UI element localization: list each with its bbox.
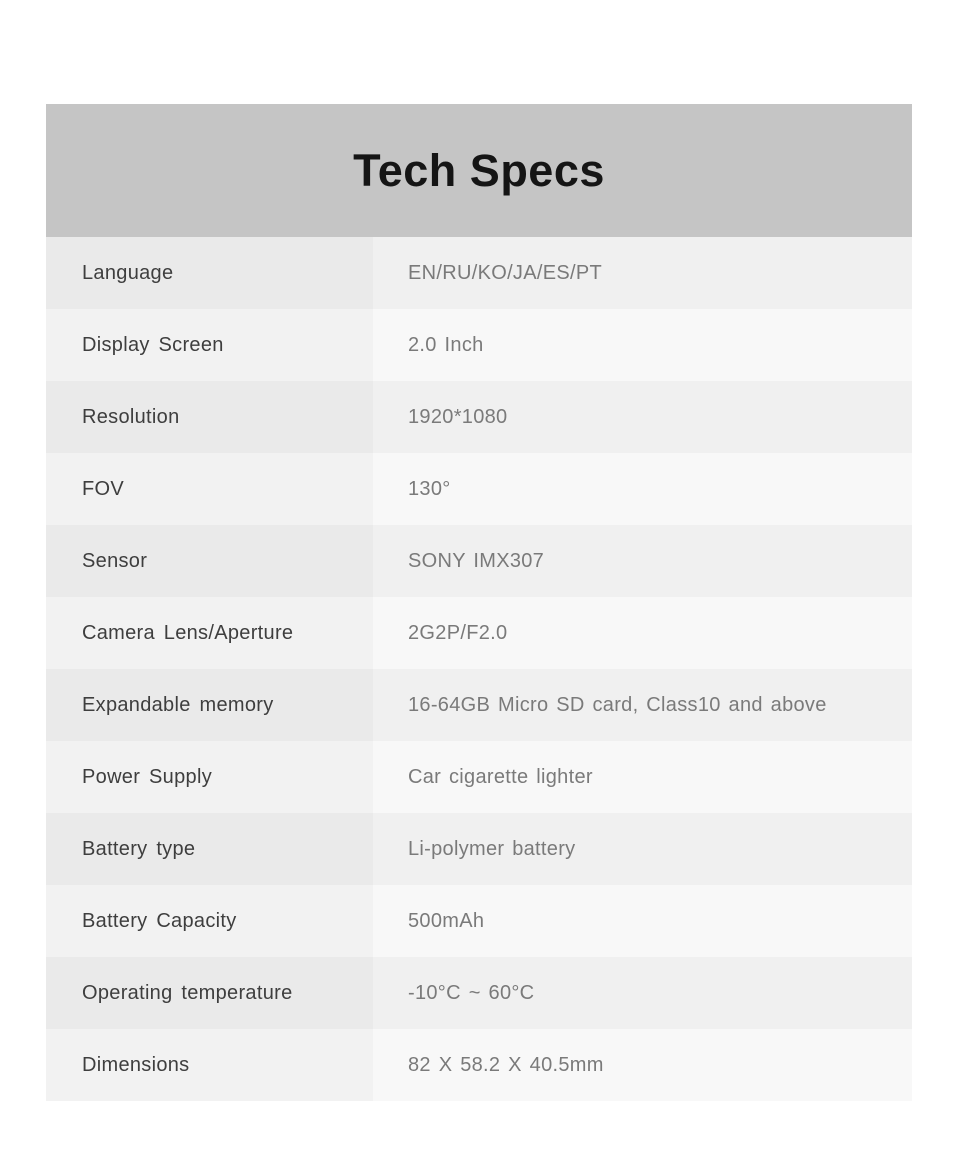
table-row (46, 525, 912, 597)
spec-label: Expandable memory (46, 669, 373, 741)
table-row (46, 813, 912, 885)
spec-value: Car cigarette lighter (408, 765, 593, 788)
spec-value: 500mAh (408, 909, 485, 932)
spec-label: Camera Lens/Aperture (46, 597, 373, 669)
spec-value: 1920*1080 (408, 405, 508, 428)
spec-label: Sensor (46, 525, 373, 597)
spec-value: 2.0 Inch (408, 333, 484, 356)
spec-table (46, 237, 912, 1101)
table-row (46, 309, 912, 381)
spec-label: Power Supply (46, 741, 373, 813)
spec-label: Battery type (46, 813, 373, 885)
spec-value: 130° (408, 477, 451, 500)
spec-label: Display Screen (46, 309, 373, 381)
spec-value: -10°C ~ 60°C (408, 981, 535, 1004)
page-title: Tech Specs (353, 144, 605, 196)
spec-label: Operating temperature (46, 957, 373, 1029)
spec-label: Battery Capacity (46, 885, 373, 957)
table-row (46, 1029, 912, 1101)
table-row (46, 885, 912, 957)
table-row (46, 669, 912, 741)
spec-value: 16-64GB Micro SD card, Class10 and above (408, 693, 827, 716)
spec-label: Resolution (46, 381, 373, 453)
table-row (46, 597, 912, 669)
spec-label: FOV (46, 453, 373, 525)
table-row (46, 237, 912, 309)
table-row (46, 381, 912, 453)
table-row (46, 957, 912, 1029)
spec-label: Dimensions (46, 1029, 373, 1101)
table-row (46, 453, 912, 525)
spec-label: Language (46, 237, 373, 309)
spec-value: 82 X 58.2 X 40.5mm (408, 1053, 604, 1076)
tech-specs-card (46, 104, 912, 1101)
spec-value: Li-polymer battery (408, 837, 576, 860)
spec-value: SONY IMX307 (408, 549, 545, 572)
spec-value: 2G2P/F2.0 (408, 621, 508, 644)
tech-specs-header (46, 104, 912, 237)
table-row (46, 741, 912, 813)
spec-value: EN/RU/KO/JA/ES/PT (408, 261, 603, 284)
